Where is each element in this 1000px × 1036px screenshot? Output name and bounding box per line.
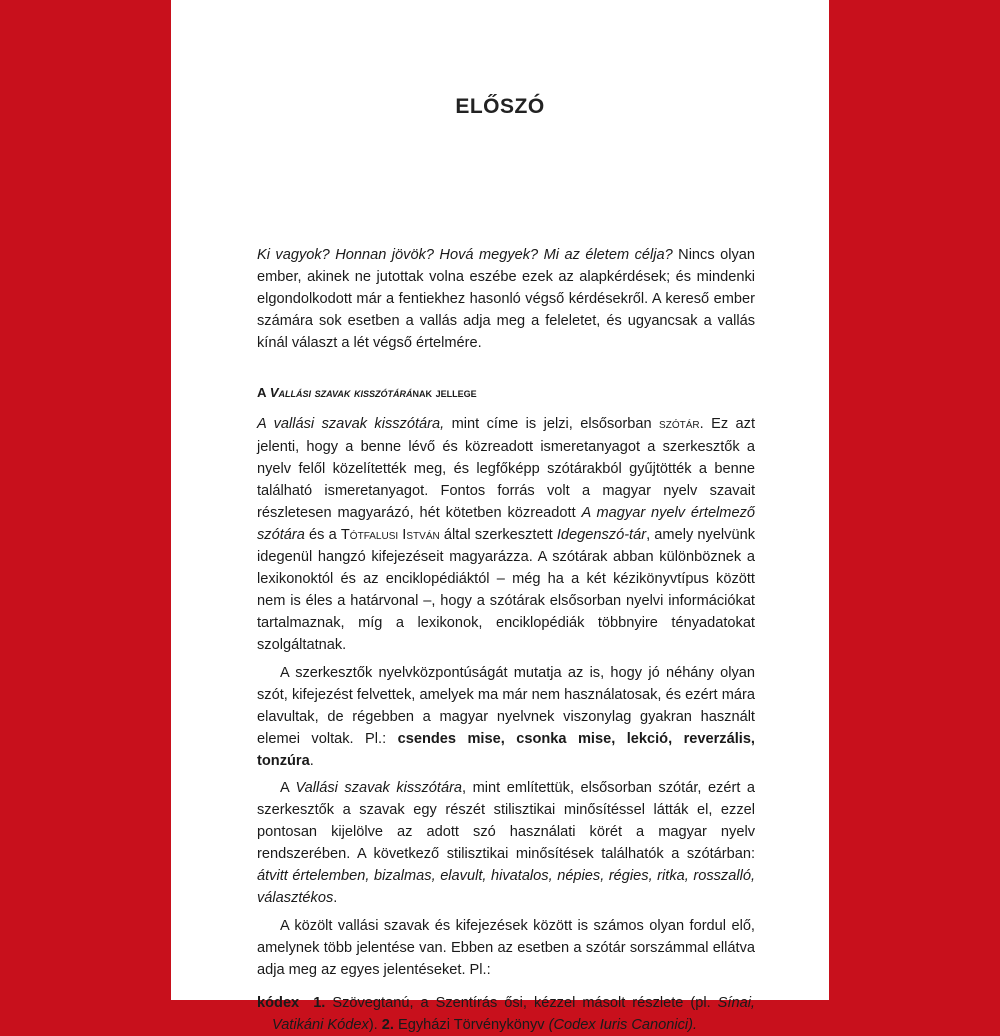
book-page (171, 0, 829, 1033)
intro-questions: Ki vagyok? Honnan jövök? Hová megyek? Mi az életem célja? (257, 247, 673, 263)
p1-text-d: . Ez azt jelenti, hogy a benne lévő és közreadott ismeretanyagot a szerkesztők a nyelv felől közelítették meg, és legfőképp szótárakból gyűjtötték a benne található ismeretanyagot. Fontos forrás volt a magyar nyelv szavait részletesen magyarázó, hét kötetben közreadott (257, 416, 756, 521)
p3-qualifiers-italic: átvitt értelemben, bizalmas, elavult, hivatalos, népies, régies, ritka, rosszalló, választékos (257, 868, 755, 907)
entry-headword: kódex (257, 994, 300, 1011)
paragraph-meanings (257, 915, 755, 981)
entry-sense-1-text: Szövegtanú, a Szentírás ősi, kézzel másolt részlete (pl. (325, 994, 718, 1011)
paragraph-dictionary (257, 413, 755, 656)
paragraph-stylistics (257, 777, 755, 910)
section-heading-prefix: A (257, 385, 270, 401)
p1-source-title: A magyar nyelv értelmező szótára (257, 504, 755, 543)
intro-text: Nincs olyan ember, akinek ne jutottak volna eszébe ezek az alapkérdések; és mindenki elgondolkodott már a fentiekhez hasonló végső kérdésekről. A kereső ember számára sok esetben a vallás adja meg a feleletet, és ugyancsak a vallás kínál választ a lét végső értelmére. (257, 247, 755, 352)
section-heading-title: Vallási szavak kisszótárá (269, 385, 413, 401)
p3-text-a: A (280, 779, 296, 796)
p4-text: A közölt vallási szavak és kifejezések között is számos olyan fordul elő, amelynek több jelentése van. Ebben az esetben a szótár sorszámmal ellátva adja meg az egyes jelentéseket. Pl.: (257, 917, 755, 978)
entry-sense-1-italic: Sínai, Vatikáni Kódex (272, 994, 755, 1033)
section-heading-suffix: nak jellege (412, 385, 477, 401)
p1-text-f: és a (304, 526, 341, 543)
entry-sense-number-2: 2. (381, 1016, 394, 1033)
page-body (257, 244, 755, 1036)
p1-text-b: mint címe is jelzi, elsősorban (444, 416, 660, 433)
p1-text-j: , amely nyelvünk idegenül hangzó kifejezéseit magyarázza. A szótárak abban különböznek a lexikonoktól és az enciklopédiáktól – még ha a két kézikönyvtípus között nem is éles a határvonal –, hogy a szótárak elsősorban nyelvi információkat tartalmaznak, míg a lexikonok, enciklopédiák többnyire tényadatokat szolgáltatnak. (257, 526, 755, 654)
paragraph-language-focus (257, 662, 755, 772)
entry-sense-2-text: Egyházi Törvénykönyv (393, 1016, 549, 1033)
p3-title-italic: Vallási szavak kisszótára (295, 779, 463, 796)
p2-examples-bold: csendes mise, csonka mise, lekció, reverzális, tonzúra (257, 730, 755, 769)
p1-text-h: által szerkesztett (439, 526, 557, 543)
p2-text-a: A szerkesztők nyelvközpontúságát mutatja az is, hogy jó néhány olyan szót, kifejezést felvettek, amelyek ma már nem használatosak, és ezért mára elavultak, de régebben a magyar nyelvnek viszonylag gyakran használt elemei voltak. Pl.: (257, 664, 755, 747)
entry-sense-1-end: ). (368, 1016, 382, 1033)
entry-sense-2-italic: (Codex Iuris Canonici). (548, 1016, 698, 1033)
p1-small-caps-szotar: szótár (659, 416, 700, 433)
p3-text-e: . (333, 890, 338, 907)
p3-text-c: , mint említettük, elsősorban szótár, ezért a szerkesztők a szavak egy részét stilisztikai minősítéssel látták el, ezzel pontosan kijelölve az adott szó használati körét a magyar nyelv rendszerében. A következő stilisztikai minősítések találhatók a szótárban: (257, 779, 756, 863)
p2-text-c: . (309, 752, 314, 769)
section-heading (257, 382, 755, 404)
page-title: ELŐSZÓ (455, 95, 545, 118)
entry-sense-number-1: 1. (313, 994, 326, 1011)
dictionary-entry-kodex (257, 992, 755, 1036)
intro-paragraph (257, 244, 755, 354)
p1-title-italic: A vallási szavak kisszótára, (257, 416, 445, 433)
p1-idegenszotar: Idegenszó-tár (556, 526, 647, 543)
p1-author-name: Tótfalusi István (340, 526, 440, 543)
